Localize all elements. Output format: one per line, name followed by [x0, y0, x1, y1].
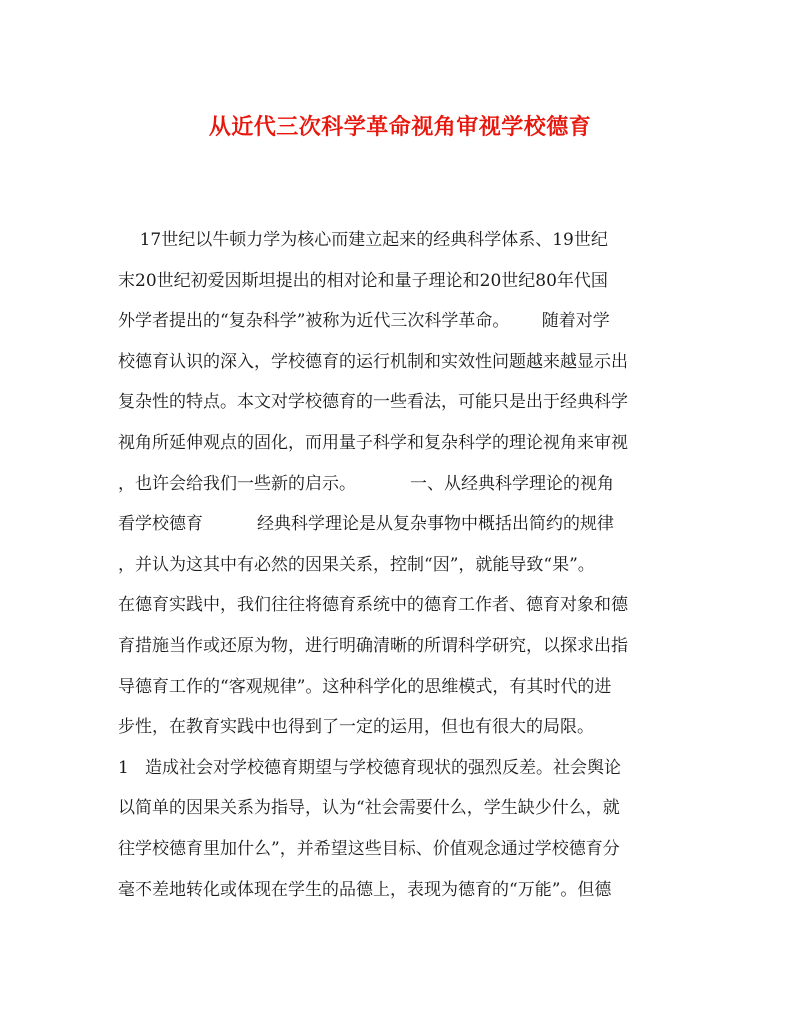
body-line: 1 造成社会对学校德育期望与学校德育现状的强烈反差。社会舆论: [118, 757, 622, 778]
body-line: 在德育实践中，我们往往将德育系统中的德育工作者、德育对象和德: [118, 595, 628, 616]
body-line: 往学校德育里加什么”，并希望这些目标、价值观念通过学校德育分: [118, 838, 620, 859]
body-line: ，并认为这其中有必然的因果关系，控制“因”，就能导致“果”。: [118, 554, 595, 575]
body-line: 复杂性的特点。本文对学校德育的一些看法，可能只是出于经典科学: [118, 392, 628, 413]
body-line: 以简单的因果关系为指导，认为“社会需要什么，学生缺少什么，就: [118, 798, 620, 819]
body-line: 校德育认识的深入，学校德育的运行机制和实效性问题越来越显示出: [118, 351, 628, 372]
body-line: 外学者提出的“复杂科学”被称为近代三次科学革命。 随着对学: [118, 311, 610, 332]
body-line: ，也许会给我们一些新的启示。 一、从经典科学理论的视角: [118, 473, 615, 494]
document-title: 从近代三次科学革命视角审视学校德育: [208, 114, 592, 140]
body-line: 17世纪以牛顿力学为核心而建立起来的经典科学体系、19世纪: [118, 230, 608, 250]
document-body: [118, 224, 678, 914]
body-line: 看学校德育 经典科学理论是从复杂事物中概括出简约的规律: [118, 514, 615, 535]
body-line: 末20世纪初爱因斯坦提出的相对论和量子理论和20世纪80年代国: [118, 270, 608, 291]
body-line: 视角所延伸观点的固化，而用量子科学和复杂科学的理论视角来审视: [118, 432, 628, 453]
body-line: 步性，在教育实践中也得到了一定的运用，但也有很大的局限。: [118, 717, 594, 738]
body-line: 育措施当作或还原为物，进行明确清晰的所谓科学研究，以探求出指: [118, 635, 628, 656]
body-line: 毫不差地转化或体现在学生的品德上，表现为德育的“万能”。但德: [118, 879, 612, 900]
body-line: 导德育工作的“客观规律”。这种科学化的思维模式，有其时代的进: [118, 676, 612, 697]
